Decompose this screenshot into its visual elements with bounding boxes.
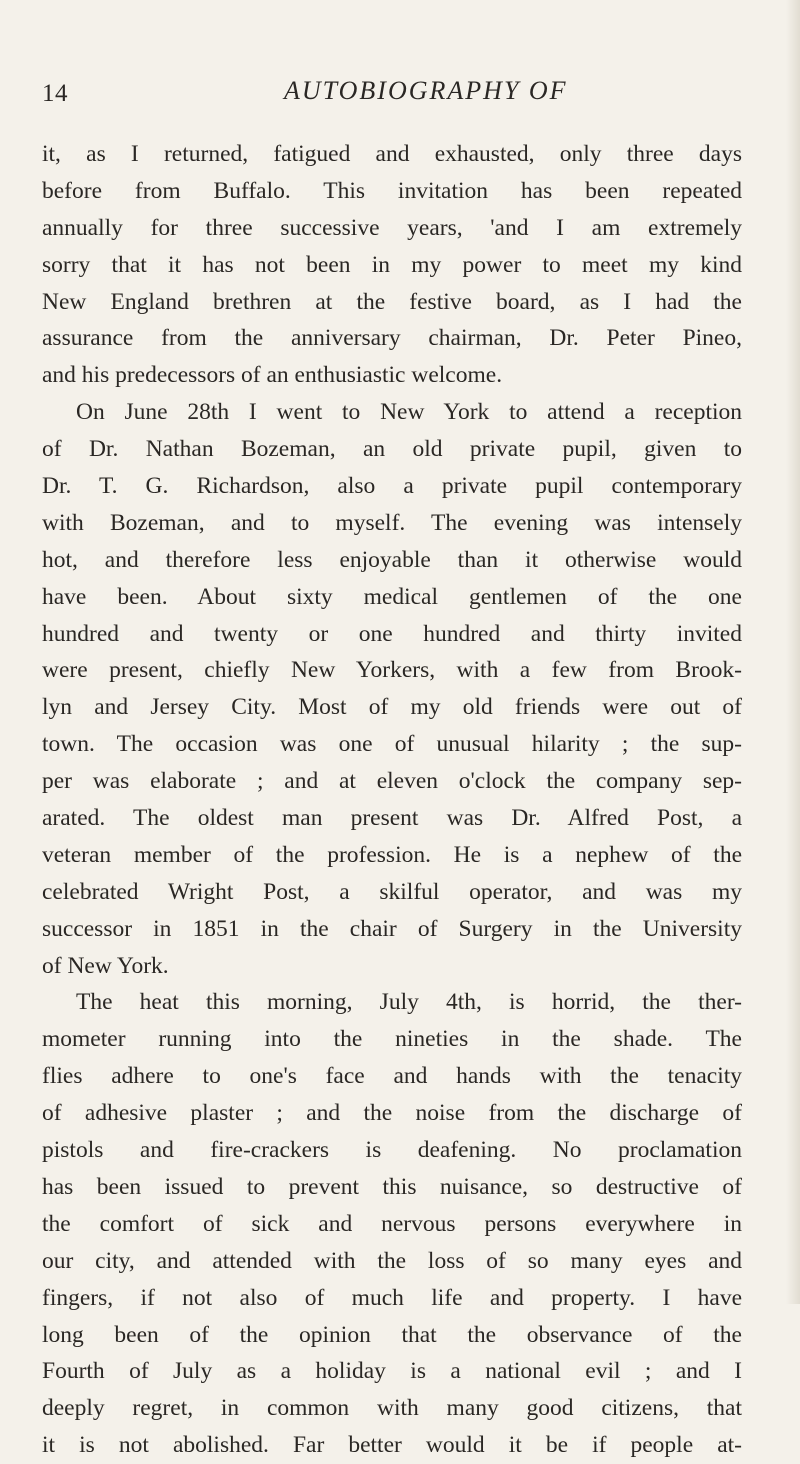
- text-line: The heat this morning, July 4th, is horrid, the ther-: [76, 989, 742, 1016]
- text-line: hundred and twenty or one hundred and thirty invited: [42, 620, 742, 647]
- text-line: of adhesive plaster ; and the noise from the discharge of: [42, 1100, 742, 1127]
- text-line: pistols and fire-crackers is deafening. No proclamation: [42, 1137, 742, 1164]
- body-text: [42, 136, 742, 1464]
- text-line: deeply regret, in common with many good citizens, that: [42, 1395, 742, 1422]
- text-line: it is not abolished. Far better would it be if people at-: [42, 1432, 742, 1459]
- text-line: fingers, if not also of much life and property. I have: [42, 1284, 742, 1311]
- text-line: per was elaborate ; and at eleven o'clock the company sep-: [42, 768, 742, 795]
- text-line: assurance from the anniversary chairman, Dr. Peter Pineo,: [42, 325, 742, 352]
- page-edge-shadow: [786, 0, 800, 1304]
- text-line: Fourth of July as a holiday is a national evil ; and I: [42, 1358, 742, 1385]
- text-line: of New York.: [42, 952, 169, 979]
- text-line: veteran member of the profession. He is a nephew of the: [42, 841, 742, 868]
- text-line: flies adhere to one's face and hands with the tenacity: [42, 1063, 742, 1090]
- text-line: has been issued to prevent this nuisance, so destructive of: [42, 1173, 742, 1200]
- text-line: Dr. T. G. Richardson, also a private pupil contemporary: [42, 473, 742, 500]
- text-line: sorry that it has not been in my power to meet my kind: [42, 251, 742, 278]
- text-line: arated. The oldest man present was Dr. Alfred Post, a: [42, 805, 742, 832]
- text-line: were present, chiefly New Yorkers, with a few from Brook-: [42, 657, 742, 684]
- text-line: annually for three successive years, 'and I am extremely: [42, 214, 742, 241]
- text-line: lyn and Jersey City. Most of my old friends were out of: [42, 694, 742, 721]
- text-line: of Dr. Nathan Bozeman, an old private pupil, given to: [42, 436, 742, 463]
- text-line: celebrated Wright Post, a skilful operator, and was my: [42, 878, 742, 905]
- text-line: On June 28th I went to New York to attend a reception: [76, 399, 742, 426]
- text-line: before from Buffalo. This invitation has been repeated: [42, 177, 742, 204]
- text-line: have been. About sixty medical gentlemen of the one: [42, 583, 742, 610]
- page-number: 14: [42, 80, 68, 107]
- text-line: town. The occasion was one of unusual hilarity ; the sup-: [42, 731, 742, 758]
- text-line: the comfort of sick and nervous persons everywhere in: [42, 1210, 742, 1237]
- text-line: our city, and attended with the loss of so many eyes and: [42, 1247, 742, 1274]
- text-line: with Bozeman, and to myself. The evening was intensely: [42, 509, 742, 536]
- text-line: long been of the opinion that the observance of the: [42, 1321, 742, 1348]
- text-line: it, as I returned, fatigued and exhausted, only three days: [42, 141, 742, 167]
- text-line: and his predecessors of an enthusiastic welcome.: [42, 362, 503, 389]
- text-line: mometer running into the nineties in the shade. The: [42, 1026, 742, 1053]
- running-head: AUTOBIOGRAPHY OF: [284, 76, 568, 105]
- text-line: hot, and therefore less enjoyable than it otherwise would: [42, 546, 742, 573]
- text-line: New England brethren at the festive board, as I had the: [42, 288, 742, 315]
- page-header: [42, 76, 737, 110]
- text-line: successor in 1851 in the chair of Surgery in the University: [42, 915, 742, 942]
